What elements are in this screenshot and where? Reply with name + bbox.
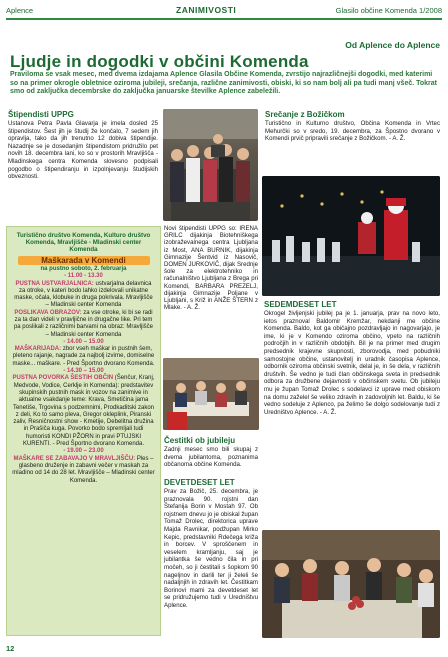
events-banner: Maškarada v Komendi <box>18 256 150 265</box>
event-text: ustvarjalna delavnica za otroke, v kateri bodo lahko izdelovali unikatne maske, očala, klobuke in druga pokrivala. Mravljišče – Mladinski center Komenda <box>14 280 153 309</box>
page-number: 12 <box>6 644 15 653</box>
page-header <box>6 4 442 18</box>
event-time: - 11.00 - 13.30 <box>64 273 103 280</box>
event-name: MAŠKARIJADA: <box>14 346 62 353</box>
section-title-devetdeset: DEVETDESET LET <box>164 478 235 487</box>
section-title-sedemdeset: SEDEMDESET LET <box>264 300 337 309</box>
lead-paragraph: Praviloma se vsak mesec, med dvema izdajama Aplence Glasila Občine Komenda, zvrstijo najrazličnejši dogodki, med katerimi so na primer okrogle obletnice oziroma jubileji, srečanja, različne zanimivosti, obiski, ki so nam bolj ali pa tudi manj všeč. Tokrat smo od zaključka decembrske do zaključka januarske številke Aplence zabeležili. <box>10 71 437 96</box>
section-title-stipendisti: Štipendisti UPPG <box>8 110 74 119</box>
events-date: na pustno soboto, 2. februarja <box>40 265 127 272</box>
photo-ninetieth-birthday <box>262 530 440 638</box>
section-title-srecanje: Srečanje z Božičkom <box>265 110 345 119</box>
event-name: MAŠKARE SE ZABAVAJO V MRAVLJIŠČU: <box>13 455 136 462</box>
photo-birthday-illustration <box>262 530 440 638</box>
header-section: ZANIMIVOSTI <box>176 5 237 15</box>
cestitki-text: Zadnji mesec smo bili skupaj z dvema jubilantoma, poznanima občanoma občine Komenda. <box>164 446 258 469</box>
stipendisti-text: Ustanova Petra Pavla Glavarja je imela dosled 25 štipendistov. Šest jih je študij že končalo, 7 sedem jih opravlja, tako da jih trenutno 12 dobiva štipendije. Nazadnje se je dosedanjim štipendistom pridružilo pet novih 18. decembra lani, ko so v prostorih Mravljišča - Mladinskega centra Komenda slovesno podpisali pogodbo o štipendiranju in izpolnjevanju študijskih obveznosti. <box>8 120 158 181</box>
event-text: Ples – glasbeno druženje in zabavni večer v maskah za mladino od 14 do 28 let. Mravljišče – Mladinski center Komenda. <box>12 455 155 484</box>
photo-gathering-illustration <box>163 358 259 430</box>
sedemdeset-text: Okrogel življenjski jubilej pa je 1. januarja, prav na novo leto, ietos praznoval Baldomir Kremžar, nekdanji rne občine Komenda. Baldo, kot ga običajno pozdravljajo in nagovarjajo, je ime, ki je v Komendo oziroma občino, vpeto na različnih področjih in v različnih obdobjih. Bil je na primer med drugim predsednik krajevne skupnosti, zborovodja, med pobudniki samostojne občine, ustanovitelj in uradnik časopisa Aplence, odbornik oziroma občinski svetnik, delal je, in še dela, v različnih društvih. Še vedno je tudi član občinskega sveta in predsednik odbora za družbene dejavnosti v občinskem svetu. Ob jubileju mu je župan Tomaž Drolec s sodelavci iz uprave med obiskom na domu zaželel še veliko zdravih in zadovoljnih let. Baldu, ki še vedno sodeluje z Aplenco, pa želimo še dolgo sodelovanje tudi z Uredništvo Aplence. - A. Ž. <box>264 310 440 416</box>
page-title: Ljudje in dogodki v občini Komenda <box>10 52 309 71</box>
devetdeset-text: Prav za Božič, 25. decembra, je praznovala 90. rojstni dan Štefanija Borin v Mostah 97. Ob rojstnem dnevu jo je obiskal župan Tomaž Drolec, direktorica uprave Majda Ravnikar, podžupan Mirko Kepic, predstavniki Rdečega križa in borcev. V sproščenem in veselem kramljanju, saj je jubilantka še vedno čila in pri močeh, so ji čestitali s šopkom 90 nageljnov in darili ter ji želeli še nadaljnjih in zdravih let. Čestitkam Borinovi mami za devetdeset let se pridružujemo tudi v Uredništvu Aplence. <box>164 488 258 609</box>
events-organizers: Turistično društvo Komenda, Kulturo društvo Komenda, Mravljišče - Mladinski center Komenda <box>16 232 151 254</box>
photo-santa-illustration <box>262 176 440 296</box>
photo-scholarship-recipients <box>163 109 258 221</box>
srecanje-text: Turistično in Kulturno društvo, Občina Komenda in Vrtec Mehurčki so v sredo, 19. decembra, za Špostno dvorano v Komendi prvič pripravili srečanje z Božičkom. - A. Ž. <box>265 120 440 143</box>
event-time: - 14.30 – 15.00 <box>63 368 104 375</box>
event-time: - 19.00 – 23.00 <box>63 448 104 455</box>
event-name: PUSTNA POVORKA ŠESTIH OBČIN <box>12 375 114 382</box>
section-title-cestitki: Čestitki ob jubileju <box>164 436 236 445</box>
photo-santa-event <box>262 176 440 296</box>
stipendisti-caption: Novi štipendisti UPPG so: IRENA GRILC dijakinja Biotehniškega izobraževalnega centra Ljubljana iz Most, ANA BURNIK, dijakinja Gimnazije Šentvid iz Nasovič, DOMEN JURKOVIČ, dijak Srednje šole za elektrotehniko in računalništvo Ljubljana z Brega pri Komendi, BARBARA PREZELJ, dijakinja Gimnazije Poljane v Ljubljani, s Križ in ANŽE ŠTERN z Mlake. - A. Ž. <box>164 225 258 312</box>
event-name: POSLIKAVA OBRAZOV: <box>14 309 82 316</box>
kicker: Od Aplence do Aplence <box>345 40 440 50</box>
header-rule <box>6 18 442 20</box>
event-text: (Šenčur, Kranj, Medvode, Vodice, Cerklje in Komenda): predstavitev skupinskih pustnih mask in vozov na zanimive in aktualne vsakdanje teme: Krava, Smetičina jama Tenetiše, Trgovina s podzemnimi, Prodkaditski zakon z deli, Ko to samo pleva, Gregor okleplink, Piranski zaliv, Resničnostni show - Kmetije, Debelitna družina in Prašiča kuga. Povorko bodo spremljali tudi humoristi KONDI PŽORN in pravi PTUJSKI KURENTI. - Pred Športno dvorano Komenda. <box>12 375 155 448</box>
photo-scholarship-illustration <box>163 109 258 221</box>
header-publication: Glasilo občine Komenda 1/2008 <box>335 6 442 15</box>
photo-jubilee-gathering <box>163 358 259 430</box>
event-name: PUSTNA USTVARJALNICA: <box>15 280 94 287</box>
events-box <box>6 226 161 636</box>
header-left: Aplence <box>6 6 34 15</box>
event-text: za vse otroke, ki bi se radi za ta dan videli v pravljične in drugačne like. Pri tem pa poslikali z različnimi barvami na obraz: Mravljišče – Mladinski center Komenda <box>13 309 154 338</box>
event-time: - 14.00 – 15.00 <box>63 338 104 345</box>
event-text: zbor vseh maškar in pustnih šem, pleteno rajanje, nagrade za najbolj izvirne, domiselne maske... maškare. - Pred Športno dvorano Komenda. <box>12 346 155 367</box>
